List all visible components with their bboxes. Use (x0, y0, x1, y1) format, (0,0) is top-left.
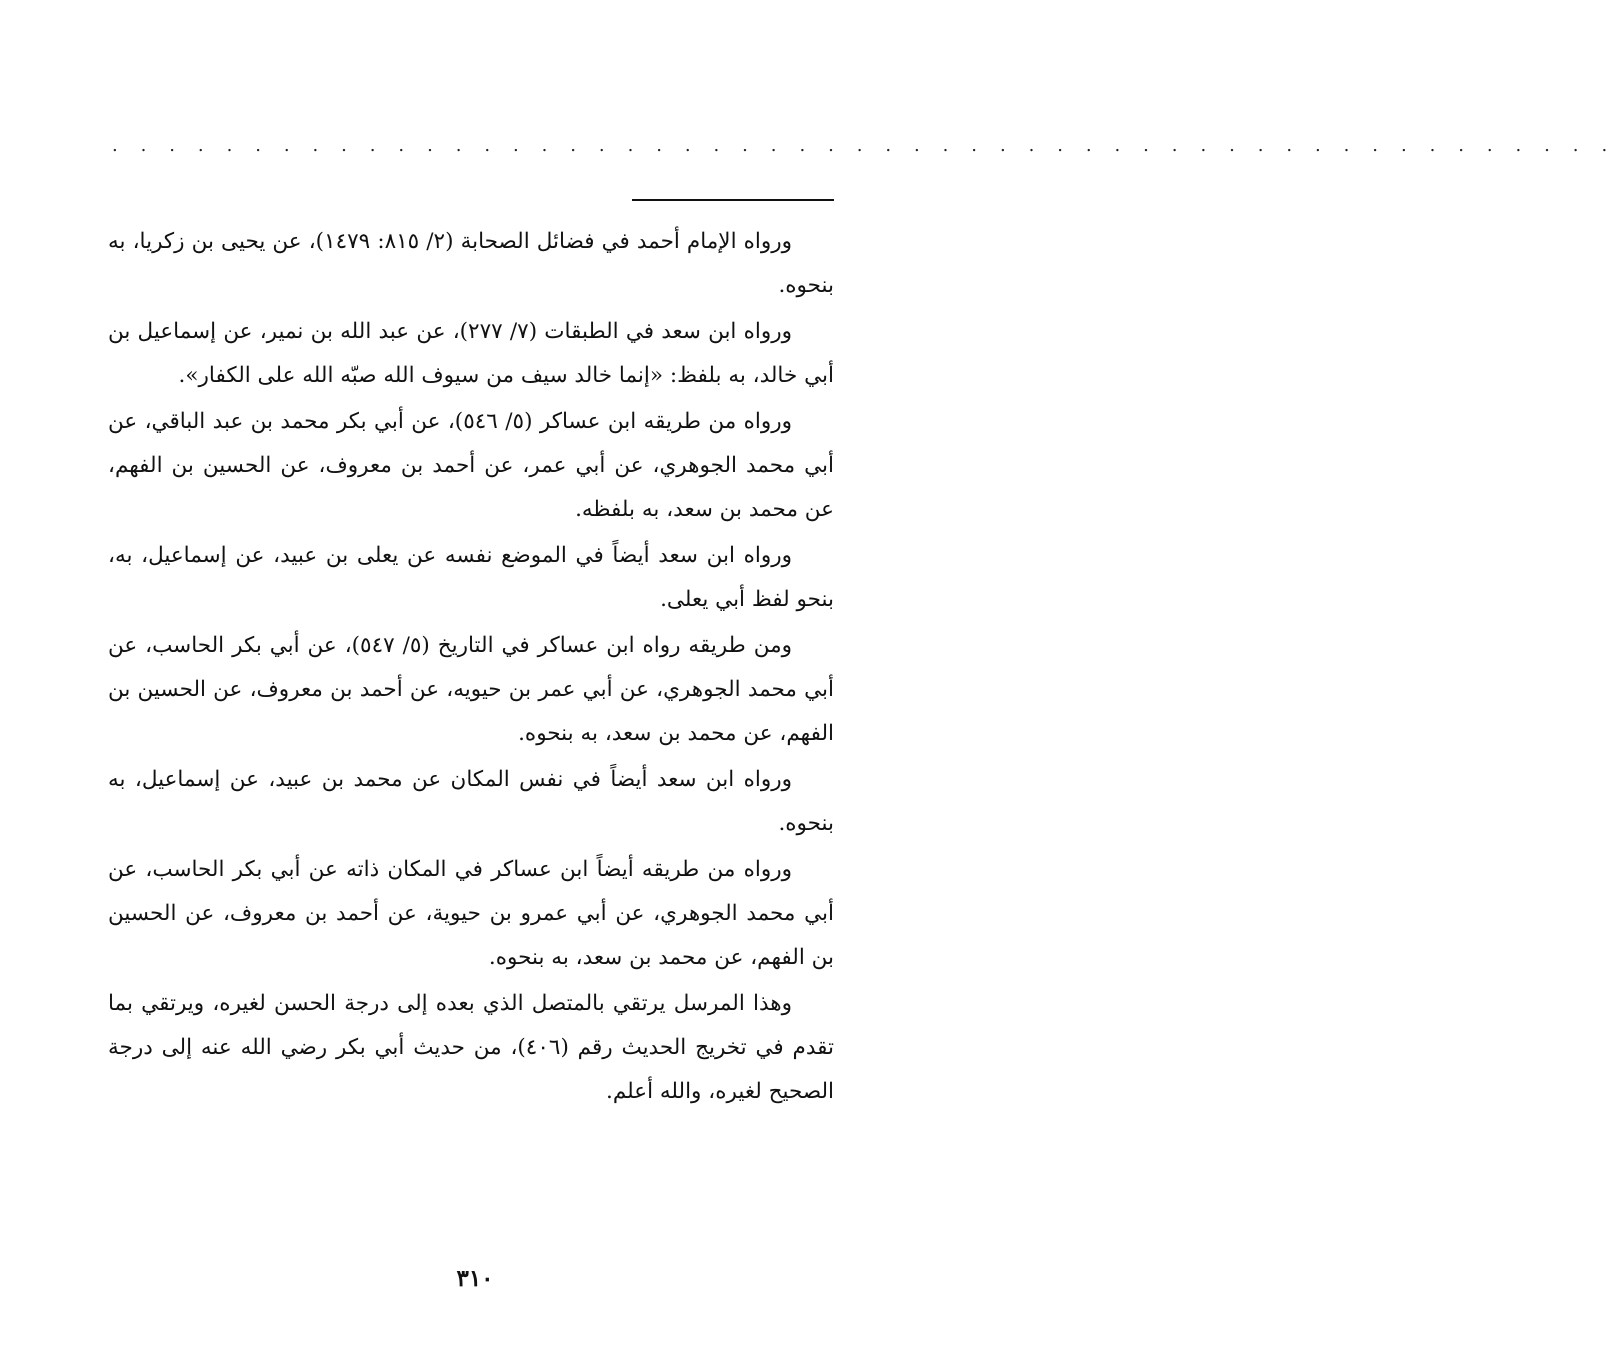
paragraph: ورواه من طريقه أيضاً ابن عساكر في المكان ذاته عن أبي بكر الحاسب، عن أبي محمد الجوهري، عن أبي عمرو بن حيوية، عن أحمد بن معروف، عن الحسين بن الفهم، عن محمد بن سعد، به بنحوه. (108, 857, 834, 970)
paragraph: وهذا المرسل يرتقي بالمتصل الذي بعده إلى درجة الحسن لغيره، ويرتقي بما تقدم في تخريج الحديث رقم (٤٠٦)، من حديث أبي بكر رضي الله عنه إلى درجة الصحيح لغيره، والله أعلم. (108, 991, 834, 1104)
paragraph: ورواه ابن سعد أيضاً في نفس المكان عن محمد بن عبيد، عن إسماعيل، به بنحوه. (108, 767, 834, 836)
footnote-rule (632, 199, 834, 201)
paragraph: ورواه ابن سعد في الطبقات (٧/ ٢٧٧)، عن عبد الله بن نمير، عن إسماعيل بن أبي خالد، به بلفظ: «إنما خالد سيف من سيوف الله صبّه الله على الكفار». (108, 319, 834, 388)
dotted-separator: . . . . . . . . . . . . . . . . . . . . . . . . . . . . . . . . . . . . . . . . . . . . . . . . . . . . . (112, 135, 1616, 156)
paragraph: ومن طريقه رواه ابن عساكر في التاريخ (٥/ ٥٤٧)، عن أبي بكر الحاسب، عن أبي محمد الجوهري، عن أبي عمر بن حيويه، عن أحمد بن معروف، عن الحسين بن الفهم، عن محمد بن سعد، به بنحوه. (108, 633, 834, 746)
paragraph: ورواه ابن سعد أيضاً في الموضع نفسه عن يعلى بن عبيد، عن إسماعيل، به، بنحو لفظ أبي يعلى. (108, 543, 834, 612)
paragraph: ورواه الإمام أحمد في فضائل الصحابة (٢/ ٨١٥: ١٤٧٩)، عن يحيى بن زكريا، به بنحوه. (108, 229, 834, 298)
page-number: ٣١٠ (456, 1265, 494, 1292)
paragraph: ورواه من طريقه ابن عساكر (٥/ ٥٤٦)، عن أبي بكر محمد بن عبد الباقي، عن أبي محمد الجوهري، عن أبي عمر، عن أحمد بن معروف، عن الحسين بن الفهم، عن محمد بن سعد، به بلفظه. (108, 409, 834, 522)
footnote-body (108, 220, 834, 1116)
